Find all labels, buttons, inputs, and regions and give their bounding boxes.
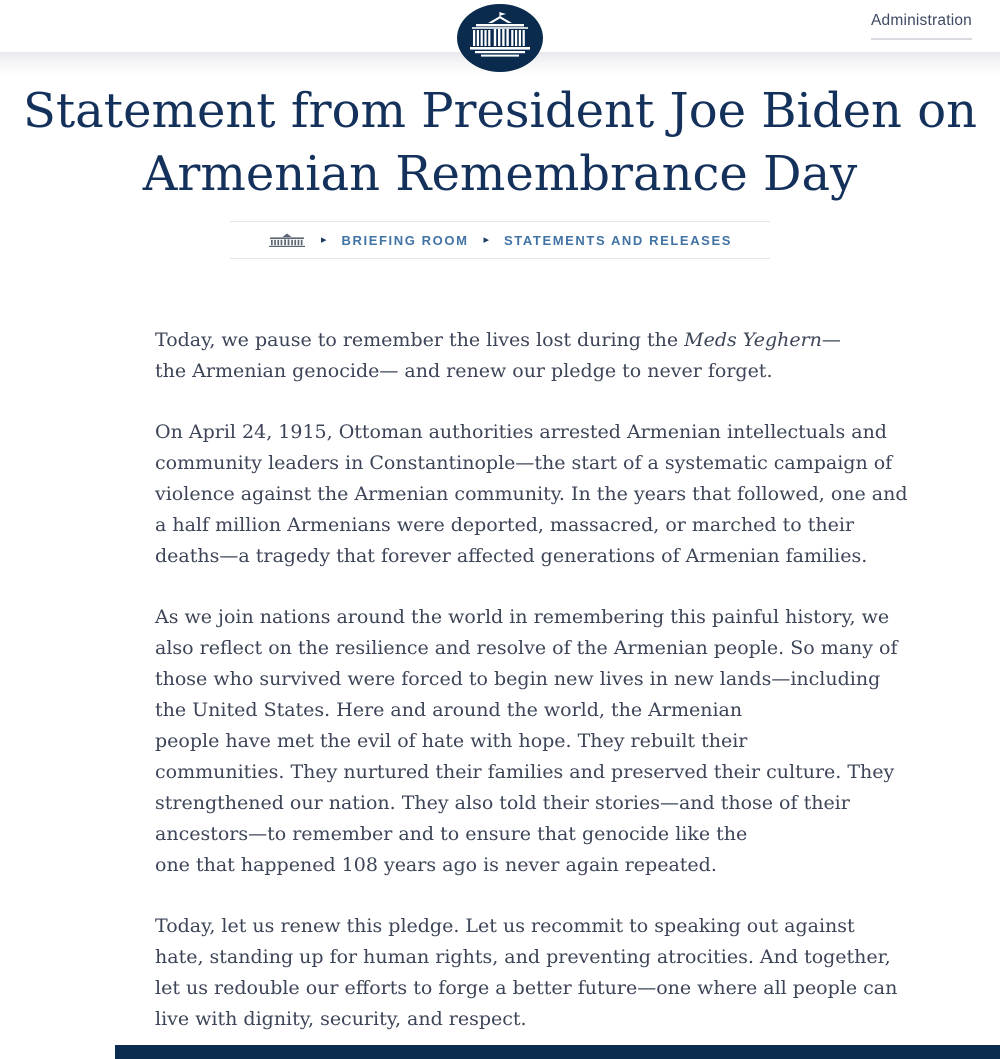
- title-line: Statement from President Joe Biden on: [22, 83, 978, 139]
- text-line: the Armenian genocide— and renew our pledge to never forget.: [155, 360, 773, 382]
- administration-link[interactable]: Administration: [871, 12, 972, 40]
- text-line: strengthened our nation. They also told their stories—and those of their: [155, 792, 850, 814]
- text-line: also reflect on the resilience and resolve of the Armenian people. So many of: [155, 637, 898, 659]
- breadcrumb-statements-and-releases[interactable]: STATEMENTS AND RELEASES: [504, 232, 732, 248]
- text-line: As we join nations around the world in remembering this painful history, we: [155, 606, 890, 628]
- text-line: those who survived were forced to begin new lives in new lands—including: [155, 668, 881, 690]
- article-body: [155, 325, 908, 1035]
- page-title: [0, 80, 1000, 206]
- text-line: ancestors—to remember and to ensure that genocide like the: [155, 823, 748, 845]
- text-line: deaths—a tragedy that forever affected generations of Armenian families.: [155, 545, 868, 567]
- italic-term: Meds Yeghern: [684, 329, 822, 351]
- text-segment: —: [821, 329, 841, 351]
- home-icon[interactable]: [268, 233, 306, 247]
- text-line: hate, standing up for human rights, and preventing atrocities. And together,: [155, 946, 891, 968]
- paragraph-2: [155, 417, 908, 572]
- text-line: On April 24, 1915, Ottoman authorities arrested Armenian intellectuals and: [155, 421, 887, 443]
- text-line: violence against the Armenian community. In the years that followed, one and: [155, 483, 908, 505]
- paragraph-3: [155, 602, 898, 881]
- whitehouse-logo-icon[interactable]: [457, 3, 543, 71]
- chevron-right-icon: ▸: [321, 233, 327, 246]
- text-line: community leaders in Constantinople—the start of a systematic campaign of: [155, 452, 893, 474]
- text-line: communities. They nurtured their families and preserved their culture. They: [155, 761, 895, 783]
- paragraph-4: [155, 911, 898, 1035]
- text-line: live with dignity, security, and respect.: [155, 1008, 527, 1030]
- footer-bar: [115, 1045, 1000, 1059]
- site-header: [0, 0, 1000, 52]
- chevron-right-icon: ▸: [483, 233, 490, 246]
- text-line: [155, 325, 875, 356]
- text-line: let us redouble our efforts to forge a better future—one where all people can: [155, 977, 898, 999]
- text-segment: Today, we pause to remember the lives lost during the: [155, 329, 685, 351]
- text-line: a half million Armenians were deported, massacred, or marched to their: [155, 514, 855, 536]
- paragraph-1: [155, 325, 875, 387]
- title-line: Armenian Remembrance Day: [142, 146, 858, 202]
- text-line: one that happened 108 years ago is never again repeated.: [155, 854, 717, 876]
- breadcrumb-briefing-room[interactable]: BRIEFING ROOM: [341, 232, 469, 248]
- breadcrumb: [230, 221, 770, 259]
- text-line: the United States. Here and around the world, the Armenian: [155, 699, 743, 721]
- text-line: Today, let us renew this pledge. Let us recommit to speaking out against: [155, 915, 855, 937]
- text-line: people have met the evil of hate with hope. They rebuilt their: [155, 730, 748, 752]
